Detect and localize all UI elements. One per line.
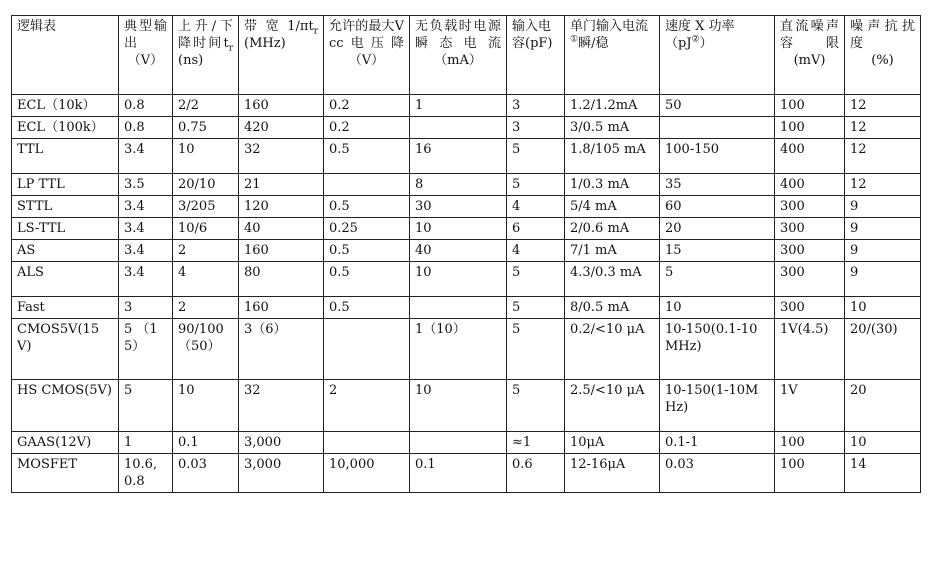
- cell-speed-power: 100-150: [660, 139, 775, 174]
- cell-noise-immunity: 9: [845, 218, 921, 240]
- header-typical-output: [119, 16, 173, 95]
- header-transient-current-unit: （mA）: [434, 53, 482, 68]
- cell-vcc-drop: 10,000: [324, 454, 410, 493]
- cell-dc-noise-margin: 300: [775, 262, 845, 297]
- header-rise-fall-time: [173, 16, 239, 95]
- header-dc-noise-margin: [775, 16, 845, 95]
- cell-speed-power: 10-150(0.1-10MHz): [660, 319, 775, 380]
- cell-bandwidth: 40: [239, 218, 324, 240]
- cell-logic-family: TTL: [12, 139, 119, 174]
- table-row: [12, 174, 921, 196]
- cell-typical-output: 3: [119, 297, 173, 319]
- table-row: [12, 380, 921, 432]
- cell-rise-fall-time: 0.1: [173, 432, 239, 454]
- cell-input-current: 1/0.3 mA: [565, 174, 660, 196]
- header-noise-immunity-unit: (%): [871, 53, 894, 68]
- table-row: [12, 218, 921, 240]
- header-bandwidth-text: 带 宽 1/πt: [244, 19, 314, 34]
- header-input-current-sup: ①: [570, 34, 579, 45]
- cell-bandwidth: 120: [239, 196, 324, 218]
- header-transient-current: [410, 16, 507, 95]
- cell-rise-fall-time: 10/6: [173, 218, 239, 240]
- cell-input-current: 2.5/<10 μA: [565, 380, 660, 432]
- cell-vcc-drop: 0.5: [324, 297, 410, 319]
- cell-bandwidth: 3（6）: [239, 319, 324, 380]
- cell-vcc-drop: 0.2: [324, 95, 410, 117]
- cell-input-capacitance: 5: [507, 319, 565, 380]
- cell-logic-family: GAAS(12V): [12, 432, 119, 454]
- table-row: [12, 297, 921, 319]
- table-row: [12, 454, 921, 493]
- cell-typical-output: 3.4: [119, 139, 173, 174]
- cell-noise-immunity: 10: [845, 297, 921, 319]
- cell-input-capacitance: 5: [507, 262, 565, 297]
- table-row: [12, 262, 921, 297]
- cell-noise-immunity: 9: [845, 262, 921, 297]
- cell-dc-noise-margin: 400: [775, 139, 845, 174]
- cell-input-current: 0.2/<10 μA: [565, 319, 660, 380]
- cell-rise-fall-time: 10: [173, 139, 239, 174]
- logic-family-table-container: [11, 15, 921, 493]
- cell-typical-output: 10.6, 0.8: [119, 454, 173, 493]
- cell-bandwidth: 3,000: [239, 454, 324, 493]
- cell-bandwidth: 160: [239, 297, 324, 319]
- cell-transient-current: 0.1: [410, 454, 507, 493]
- cell-rise-fall-time: 3/205: [173, 196, 239, 218]
- cell-vcc-drop: [324, 174, 410, 196]
- cell-typical-output: 5: [119, 380, 173, 432]
- logic-family-table: [11, 15, 921, 493]
- cell-vcc-drop: [324, 432, 410, 454]
- cell-typical-output: 3.4: [119, 196, 173, 218]
- header-bandwidth-unit: (MHz): [244, 36, 286, 51]
- cell-speed-power: 0.1-1: [660, 432, 775, 454]
- cell-input-capacitance: 5: [507, 297, 565, 319]
- cell-input-current: 1.2/1.2mA: [565, 95, 660, 117]
- cell-noise-immunity: 14: [845, 454, 921, 493]
- cell-typical-output: 5 （15）: [119, 319, 173, 380]
- cell-dc-noise-margin: 300: [775, 240, 845, 262]
- cell-transient-current: 10: [410, 262, 507, 297]
- cell-bandwidth: 160: [239, 95, 324, 117]
- cell-vcc-drop: 0.5: [324, 196, 410, 218]
- cell-rise-fall-time: 4: [173, 262, 239, 297]
- cell-logic-family: ECL（100k）: [12, 117, 119, 139]
- header-bandwidth-sub: r: [313, 26, 318, 37]
- cell-speed-power: 35: [660, 174, 775, 196]
- header-rise-fall-time-sub: r: [228, 43, 233, 54]
- table-row: [12, 117, 921, 139]
- cell-bandwidth: 32: [239, 380, 324, 432]
- cell-logic-family: CMOS5V(15V): [12, 319, 119, 380]
- cell-transient-current: [410, 432, 507, 454]
- cell-input-capacitance: 4: [507, 196, 565, 218]
- cell-input-current: 8/0.5 mA: [565, 297, 660, 319]
- cell-rise-fall-time: 2: [173, 240, 239, 262]
- header-input-current: [565, 16, 660, 95]
- cell-input-current: 12-16μA: [565, 454, 660, 493]
- cell-noise-immunity: 10: [845, 432, 921, 454]
- cell-typical-output: 0.8: [119, 117, 173, 139]
- header-rise-fall-time-unit: (ns): [178, 53, 204, 68]
- cell-noise-immunity: 12: [845, 117, 921, 139]
- cell-input-current: 5/4 mA: [565, 196, 660, 218]
- header-typical-output-text: 典型输出: [124, 19, 167, 51]
- table-header-row: [12, 16, 921, 95]
- cell-rise-fall-time: 2: [173, 297, 239, 319]
- cell-speed-power: 10: [660, 297, 775, 319]
- cell-dc-noise-margin: 400: [775, 174, 845, 196]
- cell-rise-fall-time: 90/100（50）: [173, 319, 239, 380]
- cell-speed-power: 0.03: [660, 454, 775, 493]
- cell-typical-output: 3.4: [119, 218, 173, 240]
- header-input-capacitance: 输入电容(pF): [507, 16, 565, 95]
- header-vcc-drop-text: 允许的最大Vcc电压降: [329, 19, 404, 51]
- cell-dc-noise-margin: 1V(4.5): [775, 319, 845, 380]
- cell-speed-power: 10-150(1-10MHz): [660, 380, 775, 432]
- cell-vcc-drop: 0.5: [324, 139, 410, 174]
- cell-rise-fall-time: 0.03: [173, 454, 239, 493]
- cell-speed-power: 50: [660, 95, 775, 117]
- cell-input-capacitance: 3: [507, 117, 565, 139]
- cell-noise-immunity: 9: [845, 196, 921, 218]
- cell-noise-immunity: 20/(30): [845, 319, 921, 380]
- cell-transient-current: 8: [410, 174, 507, 196]
- cell-noise-immunity: 12: [845, 139, 921, 174]
- cell-input-current: 1.8/105 mA: [565, 139, 660, 174]
- table-row: [12, 432, 921, 454]
- cell-dc-noise-margin: 100: [775, 95, 845, 117]
- cell-dc-noise-margin: 100: [775, 454, 845, 493]
- cell-noise-immunity: 9: [845, 240, 921, 262]
- cell-typical-output: 3.4: [119, 262, 173, 297]
- cell-logic-family: ALS: [12, 262, 119, 297]
- cell-speed-power: 60: [660, 196, 775, 218]
- header-transient-current-text: 无负载时电源瞬态电流: [415, 19, 501, 51]
- cell-bandwidth: 420: [239, 117, 324, 139]
- cell-speed-power: [660, 117, 775, 139]
- cell-logic-family: STTL: [12, 196, 119, 218]
- table-row: [12, 240, 921, 262]
- cell-dc-noise-margin: 100: [775, 432, 845, 454]
- cell-input-capacitance: ≈1: [507, 432, 565, 454]
- header-noise-immunity-text: 噪声抗扰 度: [850, 19, 915, 51]
- header-bandwidth: [239, 16, 324, 95]
- cell-vcc-drop: 0.5: [324, 240, 410, 262]
- table-row: [12, 139, 921, 174]
- cell-rise-fall-time: 0.75: [173, 117, 239, 139]
- header-dc-noise-margin-text: 直流噪声容限: [780, 19, 839, 51]
- header-speed-power-unit: （pJ: [665, 36, 692, 51]
- cell-vcc-drop: 0.5: [324, 262, 410, 297]
- cell-typical-output: 0.8: [119, 95, 173, 117]
- cell-input-capacitance: 4: [507, 240, 565, 262]
- cell-transient-current: 40: [410, 240, 507, 262]
- cell-vcc-drop: 0.2: [324, 117, 410, 139]
- header-dc-noise-margin-unit: (mV): [793, 53, 826, 68]
- cell-bandwidth: 21: [239, 174, 324, 196]
- header-vcc-drop-unit: （V）: [348, 53, 385, 68]
- cell-speed-power: 5: [660, 262, 775, 297]
- cell-logic-family: LS-TTL: [12, 218, 119, 240]
- cell-input-capacitance: 6: [507, 218, 565, 240]
- cell-speed-power: 20: [660, 218, 775, 240]
- cell-dc-noise-margin: 100: [775, 117, 845, 139]
- header-speed-power: [660, 16, 775, 95]
- cell-transient-current: 1: [410, 95, 507, 117]
- header-rise-fall-time-text: 上升/下降时间t: [178, 19, 233, 51]
- header-typical-output-unit: （V）: [127, 53, 164, 68]
- cell-input-capacitance: 0.6: [507, 454, 565, 493]
- cell-logic-family: AS: [12, 240, 119, 262]
- cell-transient-current: 10: [410, 218, 507, 240]
- cell-dc-noise-margin: 1V: [775, 380, 845, 432]
- cell-logic-family: HS CMOS(5V): [12, 380, 119, 432]
- header-input-current-text: 单门输入电流: [570, 19, 649, 34]
- table-row: [12, 95, 921, 117]
- cell-transient-current: 30: [410, 196, 507, 218]
- cell-dc-noise-margin: 300: [775, 218, 845, 240]
- cell-rise-fall-time: 2/2: [173, 95, 239, 117]
- cell-dc-noise-margin: 300: [775, 297, 845, 319]
- cell-typical-output: 3.4: [119, 240, 173, 262]
- cell-bandwidth: 160: [239, 240, 324, 262]
- cell-transient-current: 16: [410, 139, 507, 174]
- cell-bandwidth: 3,000: [239, 432, 324, 454]
- cell-input-capacitance: 5: [507, 174, 565, 196]
- cell-vcc-drop: 0.25: [324, 218, 410, 240]
- cell-input-current: 3/0.5 mA: [565, 117, 660, 139]
- cell-logic-family: MOSFET: [12, 454, 119, 493]
- header-speed-power-text: 速度 X 功率: [665, 19, 735, 34]
- cell-bandwidth: 80: [239, 262, 324, 297]
- cell-typical-output: 1: [119, 432, 173, 454]
- cell-input-capacitance: 5: [507, 380, 565, 432]
- cell-rise-fall-time: 20/10: [173, 174, 239, 196]
- cell-logic-family: Fast: [12, 297, 119, 319]
- cell-input-current: 7/1 mA: [565, 240, 660, 262]
- cell-dc-noise-margin: 300: [775, 196, 845, 218]
- cell-bandwidth: 32: [239, 139, 324, 174]
- cell-input-current: 4.3/0.3 mA: [565, 262, 660, 297]
- header-noise-immunity: [845, 16, 921, 95]
- header-vcc-drop: [324, 16, 410, 95]
- cell-vcc-drop: 2: [324, 380, 410, 432]
- cell-noise-immunity: 20: [845, 380, 921, 432]
- cell-transient-current: 10: [410, 380, 507, 432]
- cell-transient-current: 1（10）: [410, 319, 507, 380]
- cell-noise-immunity: 12: [845, 174, 921, 196]
- cell-rise-fall-time: 10: [173, 380, 239, 432]
- table-row: [12, 319, 921, 380]
- cell-speed-power: 15: [660, 240, 775, 262]
- cell-logic-family: LP TTL: [12, 174, 119, 196]
- cell-noise-immunity: 12: [845, 95, 921, 117]
- header-speed-power-sup: ②: [691, 34, 700, 45]
- cell-logic-family: ECL（10k）: [12, 95, 119, 117]
- cell-typical-output: 3.5: [119, 174, 173, 196]
- cell-input-capacitance: 3: [507, 95, 565, 117]
- header-input-current-text2: 瞬/稳: [578, 36, 609, 51]
- table-row: [12, 196, 921, 218]
- header-logic-family: 逻辑表: [12, 16, 119, 95]
- header-speed-power-close: ）: [699, 36, 713, 51]
- cell-input-current: 10μA: [565, 432, 660, 454]
- cell-vcc-drop: [324, 319, 410, 380]
- cell-transient-current: [410, 297, 507, 319]
- cell-transient-current: [410, 117, 507, 139]
- cell-input-current: 2/0.6 mA: [565, 218, 660, 240]
- cell-input-capacitance: 5: [507, 139, 565, 174]
